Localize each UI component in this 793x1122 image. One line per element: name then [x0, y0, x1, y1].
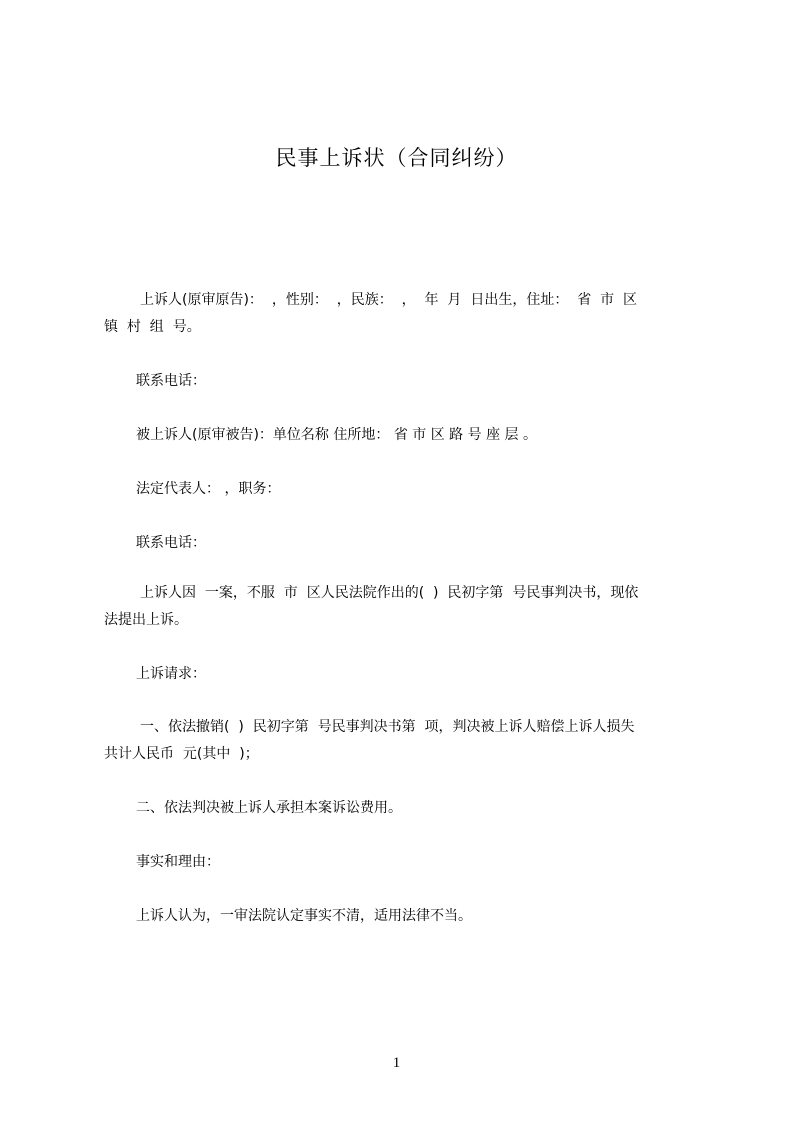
appellee-phone: 联系电话：: [136, 535, 206, 551]
facts-heading: 事实和理由：: [136, 854, 220, 870]
case-line-1: 上诉人因 一案，不服 市 区人民法院作出的( ) 民初字第 号民事判决书，现依: [140, 585, 639, 601]
claim-2: 二、依法判决被上诉人承担本案诉讼费用。: [136, 800, 402, 816]
appellee-paragraph: 被上诉人(原审被告)：单位名称 住所地： 省 市 区 路 号 座 层 。: [136, 427, 537, 443]
appellant-paragraph: [104, 287, 702, 341]
legal-representative: 法定代表人： ，职务：: [136, 481, 281, 497]
claim-1-line-2: 共计人民币 元(其中 )；: [104, 746, 259, 762]
claim-1-line-1: 一、依法撤销( ) 民初字第 号民事判决书第 项，判决被上诉人赔偿上诉人损失: [140, 719, 635, 735]
case-line-2: 法提出上诉。: [104, 612, 188, 628]
facts-paragraph: 上诉人认为，一审法院认定事实不清，适用法律不当。: [136, 908, 472, 924]
appellant-line-1: 上诉人(原审原告)： ，性别： ，民族： ， 年 月 日出生，住址： 省 市 区: [140, 292, 638, 308]
claims-heading: 上诉请求：: [136, 666, 206, 682]
document-title: 民事上诉状（合同纠纷）: [275, 146, 518, 170]
page-number: 1: [392, 1055, 401, 1071]
case-paragraph: [104, 580, 702, 634]
appellant-phone: 联系电话：: [136, 373, 206, 389]
appellant-line-2: 镇 村 组 号。: [104, 319, 201, 335]
claim-1-paragraph: [104, 714, 702, 768]
